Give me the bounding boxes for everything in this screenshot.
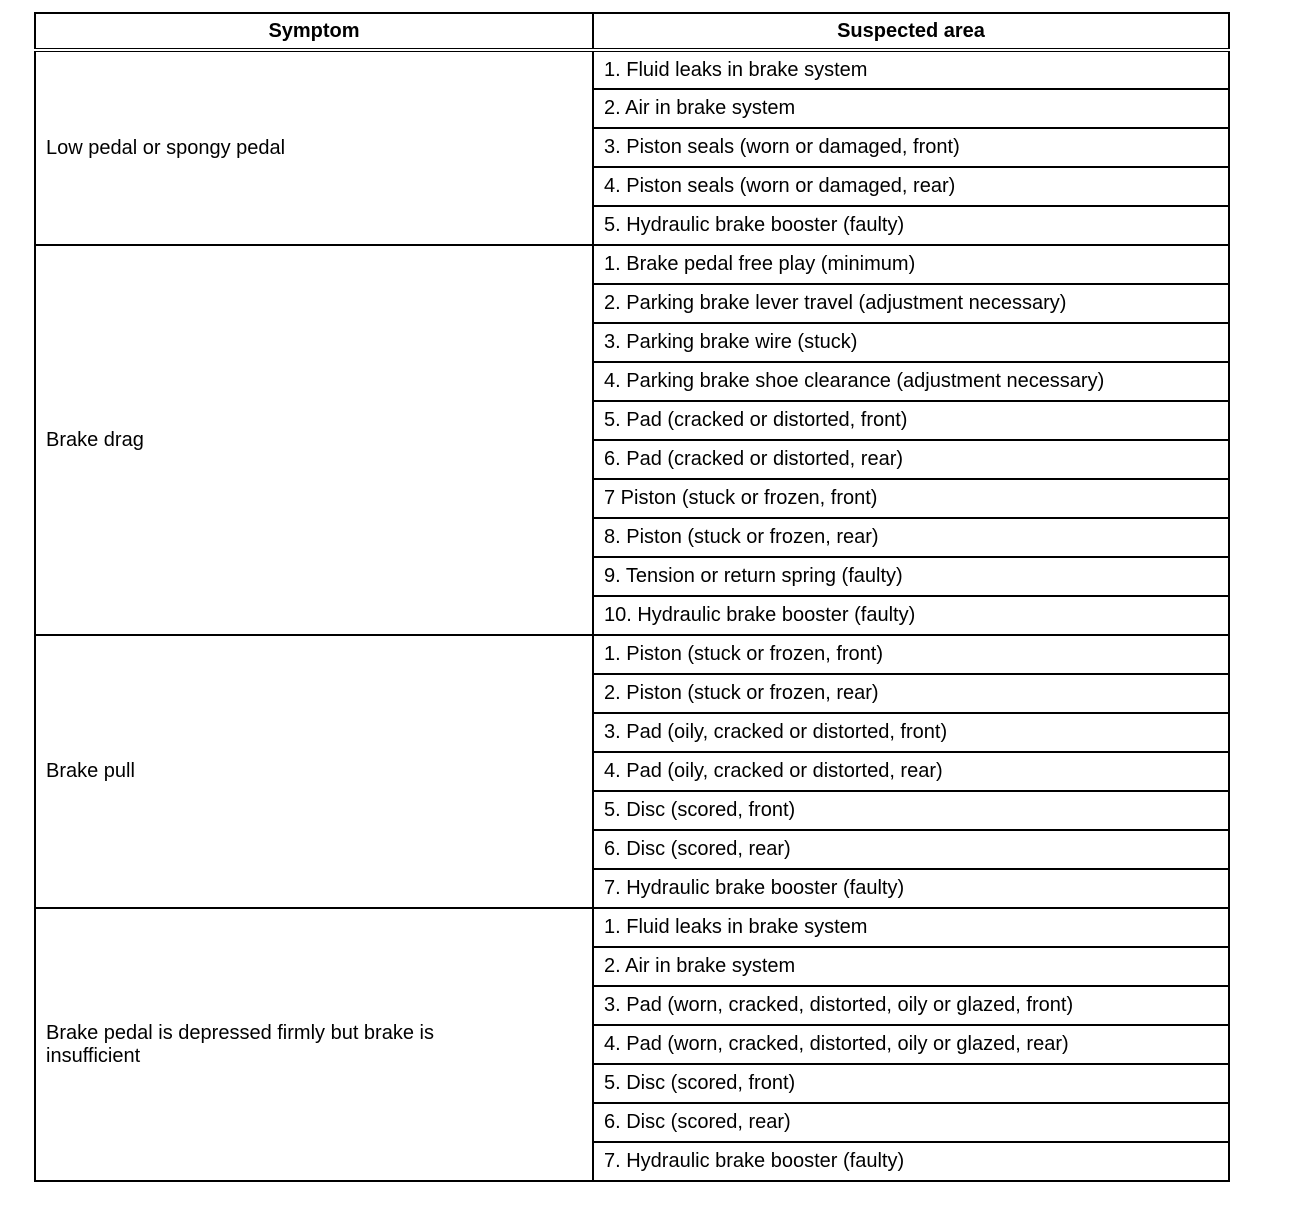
suspected-area-cell: 3. Pad (worn, cracked, distorted, oily or glazed, front) <box>593 986 1229 1025</box>
suspected-area-cell: 5. Hydraulic brake booster (faulty) <box>593 206 1229 245</box>
suspected-area-cell: 9. Tension or return spring (faulty) <box>593 557 1229 596</box>
suspected-area-cell: 4. Pad (oily, cracked or distorted, rear) <box>593 752 1229 791</box>
suspected-area-cell: 2. Parking brake lever travel (adjustment necessary) <box>593 284 1229 323</box>
suspected-area-cell: 6. Disc (scored, rear) <box>593 830 1229 869</box>
suspected-area-cell: 3. Pad (oily, cracked or distorted, front) <box>593 713 1229 752</box>
suspected-area-cell: 5. Disc (scored, front) <box>593 1064 1229 1103</box>
suspected-area-cell: 3. Parking brake wire (stuck) <box>593 323 1229 362</box>
suspected-area-cell: 6. Disc (scored, rear) <box>593 1103 1229 1142</box>
suspected-area-cell: 8. Piston (stuck or frozen, rear) <box>593 518 1229 557</box>
suspected-area-cell: 6. Pad (cracked or distorted, rear) <box>593 440 1229 479</box>
header-symptom: Symptom <box>35 13 593 50</box>
suspected-area-cell: 7. Hydraulic brake booster (faulty) <box>593 869 1229 908</box>
suspected-area-cell: 7. Hydraulic brake booster (faulty) <box>593 1142 1229 1181</box>
suspected-area-cell: 4. Pad (worn, cracked, distorted, oily or glazed, rear) <box>593 1025 1229 1064</box>
table-row <box>35 50 1229 89</box>
suspected-area-cell: 2. Air in brake system <box>593 947 1229 986</box>
suspected-area-cell: 5. Pad (cracked or distorted, front) <box>593 401 1229 440</box>
suspected-area-cell: 1. Fluid leaks in brake system <box>593 50 1229 89</box>
suspected-area-cell: 10. Hydraulic brake booster (faulty) <box>593 596 1229 635</box>
suspected-area-cell: 7 Piston (stuck or frozen, front) <box>593 479 1229 518</box>
symptom-cell: Brake pedal is depressed firmly but brake is insufficient <box>35 908 593 1181</box>
table-body <box>35 50 1229 1181</box>
header-suspected-area: Suspected area <box>593 13 1229 50</box>
suspected-area-cell: 1. Piston (stuck or frozen, front) <box>593 635 1229 674</box>
suspected-area-cell: 1. Brake pedal free play (minimum) <box>593 245 1229 284</box>
suspected-area-cell: 2. Air in brake system <box>593 89 1229 128</box>
table-row <box>35 908 1229 947</box>
table-row <box>35 245 1229 284</box>
suspected-area-cell: 5. Disc (scored, front) <box>593 791 1229 830</box>
troubleshooting-table <box>34 12 1230 1182</box>
header-row <box>35 13 1229 50</box>
symptom-cell: Brake drag <box>35 245 593 635</box>
symptom-cell: Low pedal or spongy pedal <box>35 50 593 245</box>
suspected-area-cell: 3. Piston seals (worn or damaged, front) <box>593 128 1229 167</box>
suspected-area-cell: 4. Parking brake shoe clearance (adjustment necessary) <box>593 362 1229 401</box>
suspected-area-cell: 2. Piston (stuck or frozen, rear) <box>593 674 1229 713</box>
suspected-area-cell: 1. Fluid leaks in brake system <box>593 908 1229 947</box>
table-row <box>35 635 1229 674</box>
symptom-cell: Brake pull <box>35 635 593 908</box>
suspected-area-cell: 4. Piston seals (worn or damaged, rear) <box>593 167 1229 206</box>
